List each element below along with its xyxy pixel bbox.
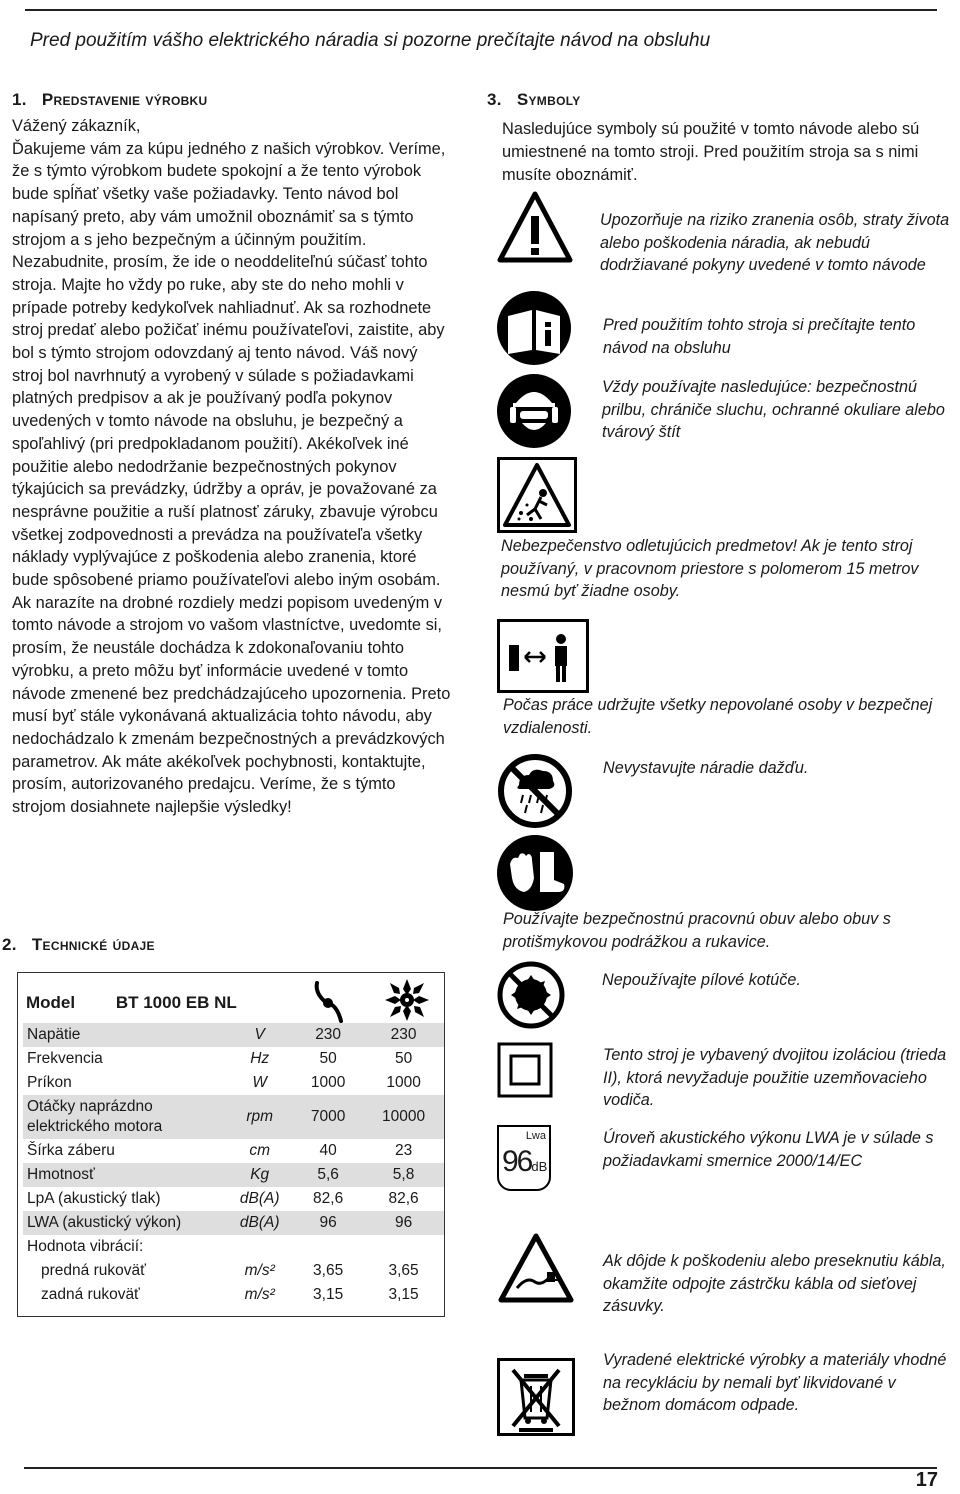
section3-title: Symboly [516, 90, 581, 109]
spec-value-1 [293, 1235, 363, 1259]
spec-value-2: 10000 [363, 1095, 444, 1139]
spec-row [23, 1187, 444, 1211]
spec-value-1: 5,6 [293, 1163, 363, 1187]
symbol-text-manual: Pred použitím tohto stroja si prečítajte tento návod na obsluhu [603, 316, 916, 357]
section2-title: Technické údaje [31, 935, 155, 954]
spec-row [23, 1235, 444, 1259]
spec-value-2: 3,65 [388, 1262, 419, 1279]
spec-value-2: 1000 [386, 1074, 421, 1091]
intro-text [12, 115, 452, 819]
protective-gear-icon [496, 373, 572, 449]
spec-unit: m/s² [244, 1262, 275, 1279]
symbol-text-no-rain: Nevystavujte náradie dažďu. [603, 759, 809, 777]
symbol-text-flying-objects: Nebezpečenstvo odletujúcich predmetov! Ak je tento stroj používaný, v pracovnom priestore s polomerom 15 metrov nesmú byť žiadne osoby. [501, 537, 919, 600]
spec-row [23, 1259, 444, 1283]
spec-value-1: 82,6 [313, 1190, 344, 1207]
model-value: BT 1000 EB NL [115, 993, 237, 1012]
section1-number: 1. [12, 90, 27, 109]
spec-unit: Kg [226, 1163, 293, 1187]
section3-number: 3. [487, 90, 502, 109]
boots-gloves-icon [496, 834, 574, 912]
spec-name: Otáčky naprázdno elektrického motora [23, 1095, 226, 1139]
spec-name: Príkon [27, 1074, 72, 1091]
spec-row [23, 1283, 444, 1307]
spec-value-2: 230 [363, 1023, 444, 1047]
spec-unit: cm [249, 1142, 271, 1159]
symbol-text-cable-damage: Ak dôjde k poškodeniu alebo preseknutiu kábla, okamžite odpojte zástrčku kábla od sieťovej zásuvky. [603, 1252, 946, 1315]
double-insulation-icon [497, 1042, 553, 1098]
spec-row [23, 1095, 444, 1139]
symbol-text-keep-distance: Počas práce udržujte všetky nepovolané osoby v bezpečnej vzdialenosti. [503, 696, 933, 737]
section1-heading [12, 90, 208, 110]
section2-number: 2. [2, 935, 17, 954]
spec-model-row [26, 993, 237, 1013]
spec-value-1: 1000 [310, 1074, 346, 1091]
page-header: Pred použitím vášho elektrického náradia si pozorne prečítajte návod na obsluhu [30, 30, 711, 51]
spec-row [23, 1071, 444, 1095]
spec-value-1: 96 [293, 1211, 363, 1235]
spec-value-2 [363, 1235, 444, 1259]
spec-value-1: 230 [293, 1023, 363, 1047]
spec-unit: dB(A) [226, 1211, 293, 1235]
symbol-text-weee: Vyradené elektrické výrobky a materiály vhodné na recykláciu by nemali byť likvidované v bežnom domácom odpade. [603, 1351, 947, 1414]
spec-row [23, 1047, 444, 1071]
spec-row [23, 1139, 444, 1163]
section3-heading [487, 90, 581, 110]
spec-unit: m/s² [244, 1286, 275, 1303]
spec-value-1: 50 [319, 1050, 337, 1067]
spec-value-1: 7000 [293, 1095, 363, 1139]
spec-value-2: 3,15 [388, 1286, 419, 1303]
spec-name: predná rukoväť [41, 1262, 146, 1279]
symbol-text-no-saw-blade: Nepoužívajte pílové kotúče. [602, 971, 801, 989]
spec-table [23, 1023, 444, 1307]
spec-unit: V [226, 1023, 293, 1047]
weee-bin-icon [497, 1358, 575, 1436]
cable-damage-icon [497, 1232, 575, 1304]
spec-value-1: 3,65 [313, 1262, 344, 1279]
trimmer-line-icon [311, 979, 345, 1023]
spec-name: Hodnota vibrácií: [27, 1238, 144, 1255]
lwa-value [502, 1145, 547, 1179]
no-saw-blade-icon [497, 961, 565, 1029]
spec-value-1: 3,15 [313, 1286, 344, 1303]
symbol-text-double-insulation: Tento stroj je vybavený dvojitou izoláciou (trieda II), ktorá nevyžaduje použitie uzemňovacieho vodiča. [603, 1046, 947, 1109]
spec-value-2: 82,6 [388, 1190, 419, 1207]
bottom-rule [24, 1467, 937, 1469]
lwa-label: Lwa [525, 1130, 546, 1142]
spec-name: LpA (akustický tlak) [27, 1190, 161, 1207]
symbol-text-protective-gear: Vždy používajte nasledujúce: bezpečnostnú prilbu, chrániče sluchu, ochranné okuliare alebo tvárový štít [602, 378, 945, 441]
spec-row [23, 1023, 444, 1047]
lwa-number: 96 [502, 1145, 532, 1178]
spec-row [23, 1163, 444, 1187]
spec-value-2: 23 [394, 1142, 413, 1159]
spec-unit [226, 1235, 293, 1259]
spec-value-2: 5,8 [363, 1163, 444, 1187]
symbol-text-boots-gloves: Používajte bezpečnostnú pracovnú obuv alebo obuv s protišmykovou podrážkou a rukavice. [503, 910, 891, 951]
warning-triangle-icon [497, 190, 573, 264]
keep-distance-icon [497, 619, 589, 693]
section1-title: Predstavenie výrobku [41, 90, 208, 109]
page-number: 17 [915, 1469, 938, 1491]
intro-greeting: Vážený zákazník, [12, 117, 141, 135]
section2-heading [2, 935, 155, 955]
spec-name: Napätie [23, 1023, 226, 1047]
spec-value-1: 40 [319, 1142, 337, 1159]
spec-name: zadná rukoväť [41, 1286, 140, 1303]
blade-icon [383, 977, 431, 1023]
spec-unit: W [252, 1074, 267, 1091]
intro-paragraph: Ďakujeme vám za kúpu jedného z našich výrobkov. Veríme, že s týmto výrobkom budete spokojní a že tento výrobok bude spĺňať všetky vaše požiadavky. Tento návod bol napísaný preto, aby vám umožnil oboznámiť sa s týmto strojom a s jeho bezpečným a účinným použitím. Nezabudnite, prosím, že ide o neoddeliteľnú súčasť tohto stroja. Majte ho vždy po ruke, aby ste do neho mohli v prípade potreby kedykoľvek nahliadnuť. Ak sa rozhodnete stroj predať alebo požičať inému používateľovi, zaistite, aby bol s týmto strojom odovzdaný aj tento návod. Váš nový stroj bol navrhnutý a vyrobený v súlade s požiadavkami platných predpisov a ak je používaný podľa pokynov uvedených v tomto návode na obsluhu, je bezpečný a spoľahlivý (pri predpokladanom použití). Akékoľvek iné použitie alebo nedodržanie bezpečnostných pokynov týkajúcich sa prevádzky, údržby a opráv, je považované za nesprávne použitie a ruší platnosť záruky, zbavuje výrobcu všetkej zodpovednosti a prevádza na používateľa všetky náklady vyplývajúce z poškodenia alebo zranenia, ktoré bude spôsobené priamo používateľovi alebo iným osobám. Ak narazíte na drobné rozdiely medzi popisom uvedeným v tomto návode a strojom vo vašom vlastníctve, uvedomte si, prosím, že neustále dochádza k zdokonaľovaniu tohto výrobku, a preto môžu byť informácie uvedené v tomto návode zmenené bez predchádzajúceho upozornenia. Preto musí byť stále vykonávaná aktualizácia tohto návodu, aby nedochádzalo k zmenám bezpečnostných a prevádzkových parametrov. Ak máte akékoľvek pochybnosti, kontaktujte, prosím, autorizovaného predajcu. Veríme, že s týmto strojom dosiahnete najlepšie výsledky! [12, 139, 451, 817]
spec-row [23, 1211, 444, 1235]
top-rule [25, 9, 937, 11]
spec-unit: dB(A) [239, 1190, 280, 1207]
symbol-text-warning: Upozorňuje na riziko zranenia osôb, straty života alebo poškodenia náradia, ak nebudú dodržiavané pokyny uvedené v tomto návode [600, 211, 950, 274]
no-rain-icon [497, 753, 573, 829]
sound-power-icon [497, 1125, 551, 1191]
spec-value-2: 50 [394, 1050, 413, 1067]
spec-unit: rpm [226, 1095, 293, 1139]
spec-value-2: 96 [363, 1211, 444, 1235]
model-label: Model [26, 993, 76, 1012]
read-manual-icon [496, 290, 572, 366]
flying-objects-icon [497, 457, 577, 533]
spec-name: LWA (akustický výkon) [23, 1211, 226, 1235]
spec-name: Frekvencia [27, 1050, 103, 1067]
spec-unit: Hz [250, 1050, 270, 1067]
spec-name: Hmotnosť [23, 1163, 226, 1187]
spec-name: Šírka záberu [27, 1142, 115, 1159]
symbol-text-sound-power: Úroveň akustického výkonu LWA je v súlade s požiadavkami smernice 2000/14/EC [603, 1129, 934, 1170]
spec-box [17, 972, 445, 1317]
lwa-unit: dB [531, 1159, 548, 1174]
symbols-intro: Nasledujúce symboly sú použité v tomto návode alebo sú umiestnené na tomto stroji. Pred použitím stroja sa s nimi musíte oboznámiť. [502, 120, 920, 184]
